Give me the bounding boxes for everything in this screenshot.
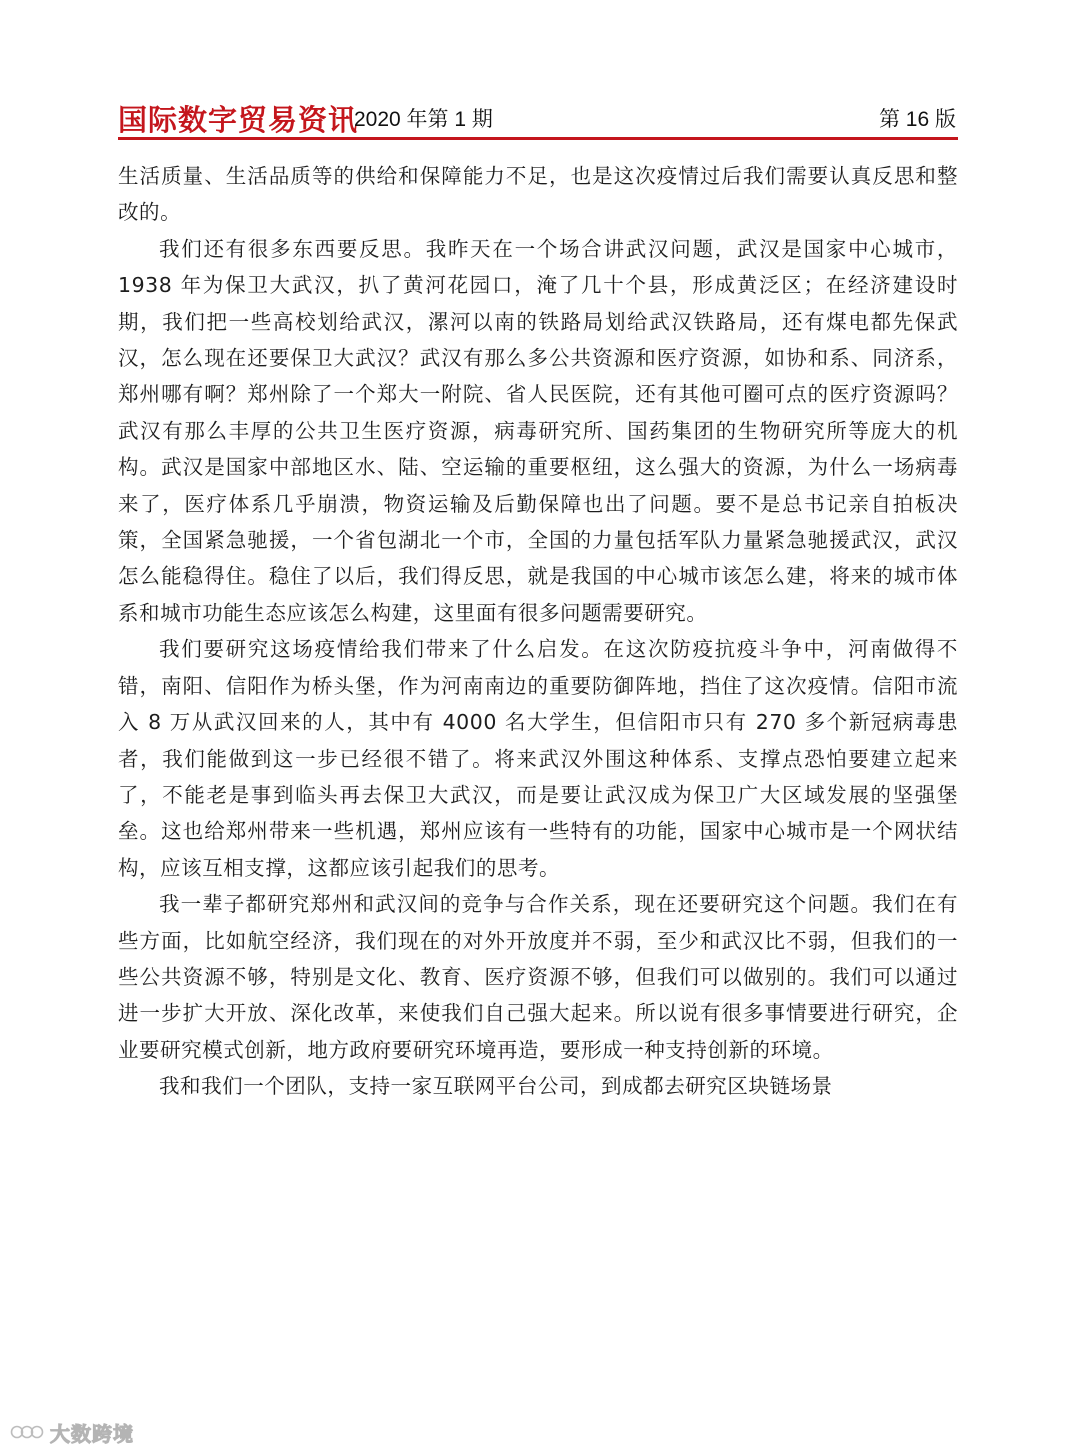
dashuju-logo-icon	[10, 1421, 44, 1443]
article-body	[118, 158, 958, 1105]
paragraph-4: 我一辈子都研究郑州和武汉间的竞争与合作关系，现在还要研究这个问题。我们在有些方面，比如航空经济，我们现在的对外开放度并不弱，至少和武汉比不弱，但我们的一些公共资源不够，特别是文化、教育、医疗资源不够，但我们可以做别的。我们可以通过进一步扩大开放、深化改革，来使我们自己强大起来。所以说有很多事情要进行研究，企业要研究模式创新，地方政府要研究环境再造，要形成一种支持创新的环境。	[118, 892, 958, 1062]
paragraph-1: 生活质量、生活品质等的供给和保障能力不足，也是这次疫情过后我们需要认真反思和整改的。	[118, 164, 958, 225]
publication-title: 国际数字贸易资讯	[118, 103, 359, 137]
paragraph-3: 我们要研究这场疫情给我们带来了什么启发。在这次防疫抗疫斗争中，河南做得不错，南阳、信阳作为桥头堡，作为河南南边的重要防御阵地，挡住了这次疫情。信阳市流入 8 万从武汉回来的人，其中有 4000 名大学生，但信阳市只有 270 多个新冠病毒患者，我们能做到这一步已经很不错了。将来武汉外围这种体系、支撑点恐怕要建立起来了，不能老是事到临头再去保卫大武汉，而是要让武汉成为保卫广大区域发展的坚强堡垒。这也给郑州带来一些机遇，郑州应该有一些特有的功能，国家中心城市是一个网状结构，应该互相支撑，这都应该引起我们的思考。	[118, 637, 958, 880]
paragraph-2: 我们还有很多东西要反思。我昨天在一个场合讲武汉问题，武汉是国家中心城市，1938 年为保卫大武汉，扒了黄河花园口，淹了几十个县，形成黄泛区；在经济建设时期，我们把一些高校划给武汉，漯河以南的铁路局划给武汉铁路局，还有煤电都先保武汉，怎么现在还要保卫大武汉？武汉有那么多公共资源和医疗资源，如协和系、同济系，郑州哪有啊？郑州除了一个郑大一附院、省人民医院，还有其他可圈可点的医疗资源吗？武汉有那么丰厚的公共卫生医疗资源，病毒研究所、国药集团的生物研究所等庞大的机构。武汉是国家中部地区水、陆、空运输的重要枢纽，这么强大的资源，为什么一场病毒来了，医疗体系几乎崩溃，物资运输及后勤保障也出了问题。要不是总书记亲自拍板决策，全国紧急驰援，一个省包湖北一个市，全国的力量包括军队力量紧急驰援武汉，武汉怎么能稳得住。稳住了以后，我们得反思，就是我国的中心城市该怎么建，将来的城市体系和城市功能生态应该怎么构建，这里面有很多问题需要研究。	[118, 236, 958, 625]
watermark-text: 大数跨境	[50, 1421, 134, 1446]
page-number: 第 16 版	[878, 108, 956, 131]
paragraph-5: 我和我们一个团队，支持一家互联网平台公司，到成都去研究区块链场景	[159, 1074, 833, 1099]
header-rule	[118, 137, 958, 140]
page-header	[118, 96, 958, 138]
watermark	[10, 1418, 134, 1446]
issue-label: 2020 年第 1 期	[354, 108, 493, 131]
